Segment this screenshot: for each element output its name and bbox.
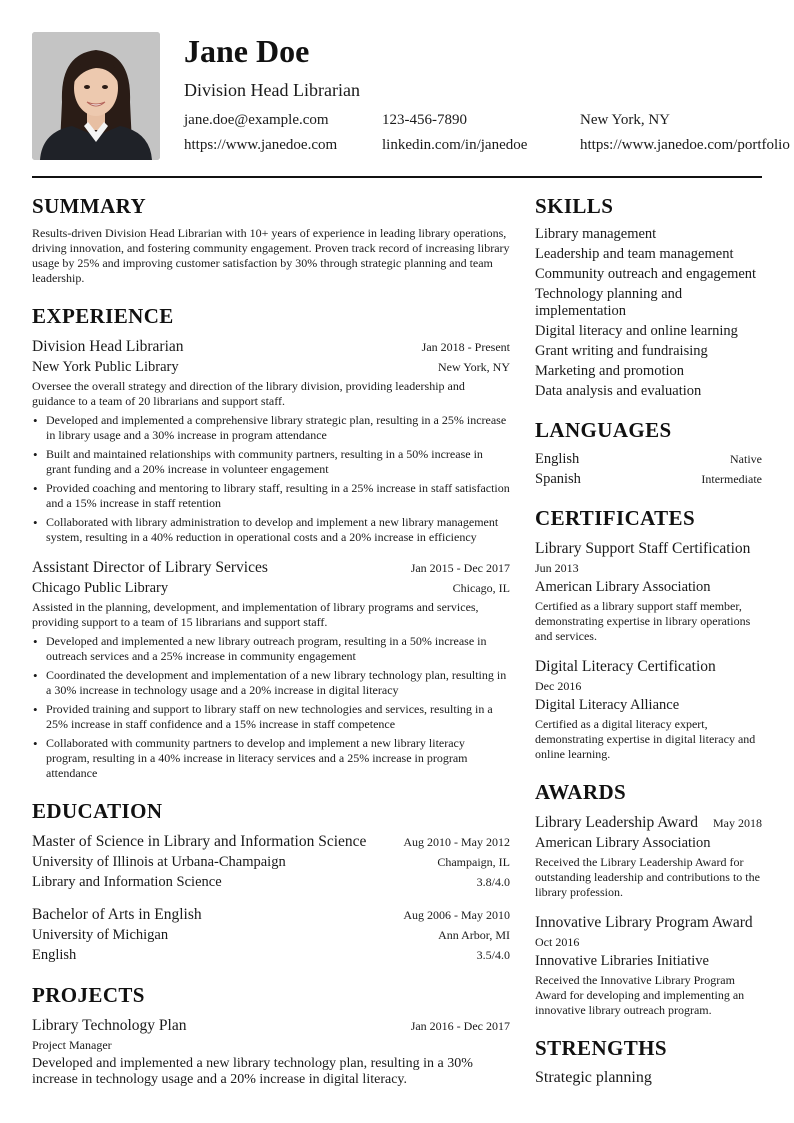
skill-item: Community outreach and engagement: [535, 266, 757, 282]
school-location: Ann Arbor, MI: [438, 928, 510, 942]
education-item: [32, 831, 510, 892]
strength-item: Strategic planning: [535, 1069, 652, 1086]
certificate-item: [535, 656, 762, 762]
candidate-title: Division Head Librarian: [184, 80, 360, 100]
project-role: Project Manager: [32, 1038, 112, 1052]
candidate-name: Jane Doe: [184, 33, 310, 69]
job-dates: Jan 2018 - Present: [421, 340, 510, 354]
job-location: Chicago, IL: [452, 581, 510, 595]
award-description: Received the Library Leadership Award for outstanding leadership and contributions to the library profession.: [535, 855, 760, 899]
left-column: [32, 192, 510, 1104]
header-divider: [32, 176, 762, 178]
resume-body: [32, 192, 762, 1104]
certificate-title: Library Support Staff Certification: [535, 540, 751, 557]
project-description: Developed and implemented a new library technology plan, resulting in a 30% increase in technology usage and a 20% increase in digital literacy.: [32, 1056, 473, 1087]
certificate-description: Certified as a library support staff member, demonstrating expertise in library operations and services.: [535, 599, 751, 643]
language-item: [535, 450, 762, 468]
project-item: [32, 1015, 510, 1088]
job-bullet: • Developed and implemented a new library outreach program, resulting in a 50% increase in outreach services and a 25% increase in community engagement: [46, 634, 510, 664]
job-title: Assistant Director of Library Services: [32, 559, 268, 576]
job-bullet: • Collaborated with library administration to develop and implement a new library management system, resulting in a 40% reduction in operational costs and a 20% increase in efficiency: [46, 515, 510, 545]
award-item: [535, 912, 762, 1018]
project-title: Library Technology Plan: [32, 1017, 187, 1034]
job-dates: Jan 2015 - Dec 2017: [410, 561, 510, 575]
award-date: May 2018: [713, 816, 762, 830]
degree: Bachelor of Arts in English: [32, 906, 202, 923]
certificate-issuer: Digital Literacy Alliance: [535, 697, 680, 713]
awards-section: [535, 778, 762, 1018]
award-item: [535, 812, 762, 900]
field-of-study: English: [32, 947, 77, 963]
skill-item: Library management: [535, 226, 657, 242]
job-organization: New York Public Library: [32, 359, 179, 375]
school: University of Illinois at Urbana-Champaign: [32, 854, 286, 870]
education-dates: Aug 2006 - May 2010: [403, 908, 510, 922]
profile-photo-illustration: [32, 32, 160, 160]
gpa: 3.8/4.0: [476, 875, 510, 889]
section-heading: EDUCATION: [32, 799, 163, 823]
education-dates: Aug 2010 - May 2012: [403, 835, 510, 849]
skill-item: Digital literacy and online learning: [535, 323, 738, 339]
languages-section: [535, 416, 762, 488]
contact-portfolio[interactable]: https://www.janedoe.com/portfolio: [580, 137, 790, 153]
section-heading: CERTIFICATES: [535, 506, 696, 530]
language-level: Intermediate: [701, 472, 762, 486]
certificates-section: [535, 504, 762, 762]
job-bullet: • Coordinated the development and implementation of a new library technology plan, resulting in a 30% increase in technology usage and a 20% increase in digital literacy: [46, 668, 510, 698]
school-location: Champaign, IL: [437, 855, 510, 869]
summary-section: [32, 192, 510, 286]
experience-item: [32, 336, 510, 545]
job-description: Assisted in the planning, development, and implementation of library programs and services, providing support to a team of 15 librarians and support staff.: [32, 600, 479, 629]
award-issuer: Innovative Libraries Initiative: [535, 953, 709, 969]
certificate-item: [535, 538, 762, 644]
gpa: 3.5/4.0: [476, 948, 510, 962]
skill-item: Leadership and team management: [535, 246, 734, 262]
section-heading: STRENGTHS: [535, 1036, 667, 1060]
award-date: Oct 2016: [535, 935, 580, 949]
education-item: [32, 904, 510, 965]
school: University of Michigan: [32, 927, 169, 943]
projects-section: [32, 981, 510, 1088]
experience-section: [32, 302, 510, 781]
contact-website[interactable]: https://www.janedoe.com: [184, 137, 338, 153]
job-bullet: • Developed and implemented a comprehensive library strategic plan, resulting in a 25% increase in library usage and a 30% increase in program attendance: [46, 413, 510, 443]
skill-item: Marketing and promotion: [535, 363, 685, 379]
job-location: New York, NY: [437, 360, 510, 374]
job-title: Division Head Librarian: [32, 338, 184, 355]
job-description: Oversee the overall strategy and direction of the library division, providing leadership and guidance to a team of 20 librarians and support staff.: [32, 379, 465, 408]
profile-photo: [32, 32, 160, 160]
certificate-title: Digital Literacy Certification: [535, 658, 716, 675]
experience-item: [32, 557, 510, 781]
skill-item: Data analysis and evaluation: [535, 383, 702, 399]
section-heading: AWARDS: [535, 780, 627, 804]
job-organization: Chicago Public Library: [32, 580, 169, 596]
job-bullet: • Built and maintained relationships with community partners, resulting in a 50% increase in grant funding and a 20% increase in volunteer engagement: [46, 447, 510, 477]
resume-header: [32, 32, 790, 160]
language-name: English: [535, 451, 580, 467]
right-column: [535, 192, 762, 1104]
section-heading: EXPERIENCE: [32, 304, 174, 328]
skills-section: [535, 192, 762, 400]
skill-item: Grant writing and fundraising: [535, 343, 708, 359]
language-name: Spanish: [535, 471, 581, 487]
section-heading: SKILLS: [535, 194, 614, 218]
section-heading: SUMMARY: [32, 194, 147, 218]
education-section: [32, 797, 510, 965]
language-level: Native: [730, 452, 762, 466]
degree: Master of Science in Library and Information Science: [32, 833, 367, 850]
contact-location: New York, NY: [580, 112, 671, 128]
contact-grid: [184, 109, 790, 156]
section-heading: LANGUAGES: [535, 418, 672, 442]
skill-item: Technology planning and implementation: [535, 286, 683, 319]
strengths-section: [535, 1034, 762, 1088]
job-bullet: • Provided coaching and mentoring to library staff, resulting in a 25% increase in staff satisfaction and a 15% increase in staff retention: [46, 481, 510, 511]
award-description: Received the Innovative Library Program Award for developing and implementing an innovative library outreach program.: [535, 973, 745, 1017]
identity-block: [184, 32, 790, 160]
job-bullet: • Collaborated with community partners to develop and implement a new library literacy program, resulting in a 40% increase in literacy services and a 25% increase in program attendance: [46, 736, 510, 781]
contact-email[interactable]: jane.doe@example.com: [184, 112, 329, 128]
resume-page: [32, 32, 790, 1104]
certificate-description: Certified as a digital literacy expert, demonstrating expertise in digital literacy and online learning.: [535, 717, 756, 761]
certificate-date: Jun 2013: [535, 561, 579, 575]
award-issuer: American Library Association: [535, 835, 711, 851]
job-bullets: [32, 634, 510, 781]
award-title: Library Leadership Award: [535, 814, 698, 831]
job-bullet: • Provided training and support to library staff on new technologies and services, resulting in a 25% increase in staff confidence and a 15% increase in staff competence: [46, 702, 510, 732]
project-dates: Jan 2016 - Dec 2017: [410, 1019, 510, 1033]
award-title: Innovative Library Program Award: [535, 914, 753, 931]
summary-text: Results-driven Division Head Librarian with 10+ years of experience in leading library operations, driving innovation, and fostering community engagement. Proven track record of increasing library usage by 25% and improving customer satisfaction by 30% through strategic planning and team leadership.: [32, 226, 510, 285]
language-item: [535, 470, 762, 488]
field-of-study: Library and Information Science: [32, 874, 222, 890]
contact-linkedin[interactable]: linkedin.com/in/janedoe: [382, 137, 528, 153]
job-bullets: [32, 413, 510, 545]
section-heading: PROJECTS: [32, 983, 145, 1007]
contact-phone: 123-456-7890: [382, 112, 467, 128]
certificate-issuer: American Library Association: [535, 579, 711, 595]
certificate-date: Dec 2016: [535, 679, 582, 693]
